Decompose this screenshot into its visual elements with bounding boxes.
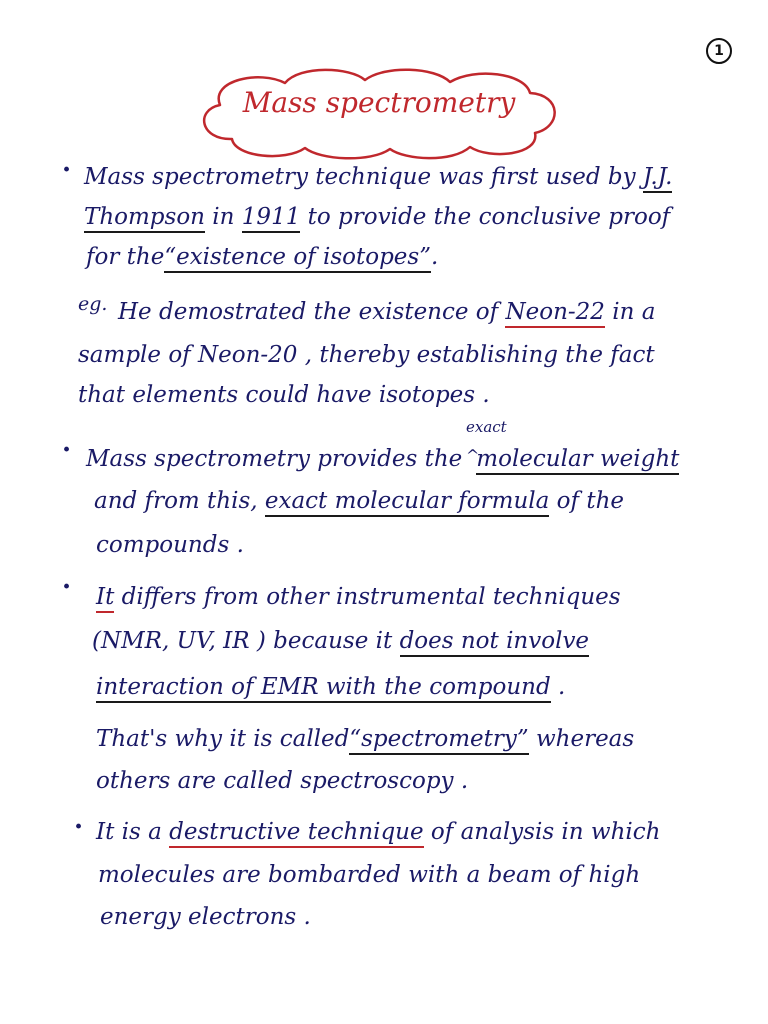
- text-span: in: [205, 204, 242, 230]
- text-span: (NMR, UV, IR ) because it: [92, 628, 400, 654]
- text-span: of analysis in which: [423, 819, 661, 845]
- underlined-text: Neon-22: [505, 299, 604, 328]
- underlined-text: destructive technique: [169, 819, 423, 848]
- b3-line-2: [92, 624, 589, 658]
- text-span: for the: [86, 244, 165, 270]
- eg-line-3: that elements could have isotopes .: [78, 382, 490, 408]
- text-span: That's why it is called: [96, 726, 350, 752]
- text-span: Mass spectrometry technique was first used by: [84, 164, 643, 190]
- text-span: It is a: [96, 819, 170, 845]
- b3-line-5: others are called spectroscopy .: [96, 768, 469, 794]
- underlined-text: “spectrometry”: [349, 726, 528, 755]
- text-span: He demostrated the existence of: [118, 299, 506, 325]
- text-span: Mass spectrometry provides the: [86, 446, 463, 472]
- underlined-text: exact molecular formula: [265, 488, 549, 517]
- text-span: whereas: [528, 726, 635, 752]
- b2-line-1: [86, 442, 679, 476]
- text-span: and from this,: [94, 488, 265, 514]
- eg-line-1: [118, 295, 655, 329]
- b1-line-3: [86, 240, 438, 274]
- page-title: Mass spectrometry: [242, 86, 516, 119]
- b2-line-2: [94, 484, 624, 518]
- text-span: .: [550, 674, 566, 700]
- underlined-text: Thompson: [84, 204, 205, 233]
- text-span: differs from other instrumental techniques: [114, 584, 621, 610]
- underlined-text: molecular weight: [476, 446, 679, 475]
- text-span: in a: [604, 299, 656, 325]
- b3-line-1: [96, 580, 621, 614]
- inserted-word-exact: exact: [466, 418, 507, 436]
- underlined-text: It: [96, 584, 114, 613]
- b1-line-2: [84, 200, 670, 234]
- bullet-point-4: ·: [74, 812, 84, 842]
- b4-line-1: [96, 815, 660, 849]
- bullet-point-2: ·: [62, 435, 72, 465]
- b1-line-1: [84, 160, 672, 194]
- underlined-text: 1911: [242, 204, 301, 233]
- insertion-caret-icon: ^: [466, 446, 480, 465]
- text-span: of the: [549, 488, 624, 514]
- underlined-text: “existence of isotopes”: [164, 244, 431, 273]
- b3-line-3: [96, 670, 565, 704]
- underlined-text: interaction of EMR with the compound: [96, 674, 551, 703]
- page-number: 1: [706, 38, 732, 64]
- eg-line-2: sample of Neon-20 , thereby establishing the fact: [78, 342, 655, 368]
- text-span: to provide the conclusive proof: [300, 204, 671, 230]
- b2-line-3: compounds .: [96, 532, 244, 558]
- underlined-text: J.J.: [643, 164, 673, 193]
- b4-line-3: energy electrons .: [100, 904, 311, 930]
- example-label: eg.: [78, 293, 108, 315]
- text-span: .: [430, 244, 439, 270]
- bullet-point-1: ·: [62, 155, 72, 185]
- b4-line-2: molecules are bombarded with a beam of high: [98, 862, 641, 888]
- bullet-point-3: ·: [62, 572, 72, 602]
- b3-line-4: [96, 722, 634, 756]
- underlined-text: does not involve: [400, 628, 589, 657]
